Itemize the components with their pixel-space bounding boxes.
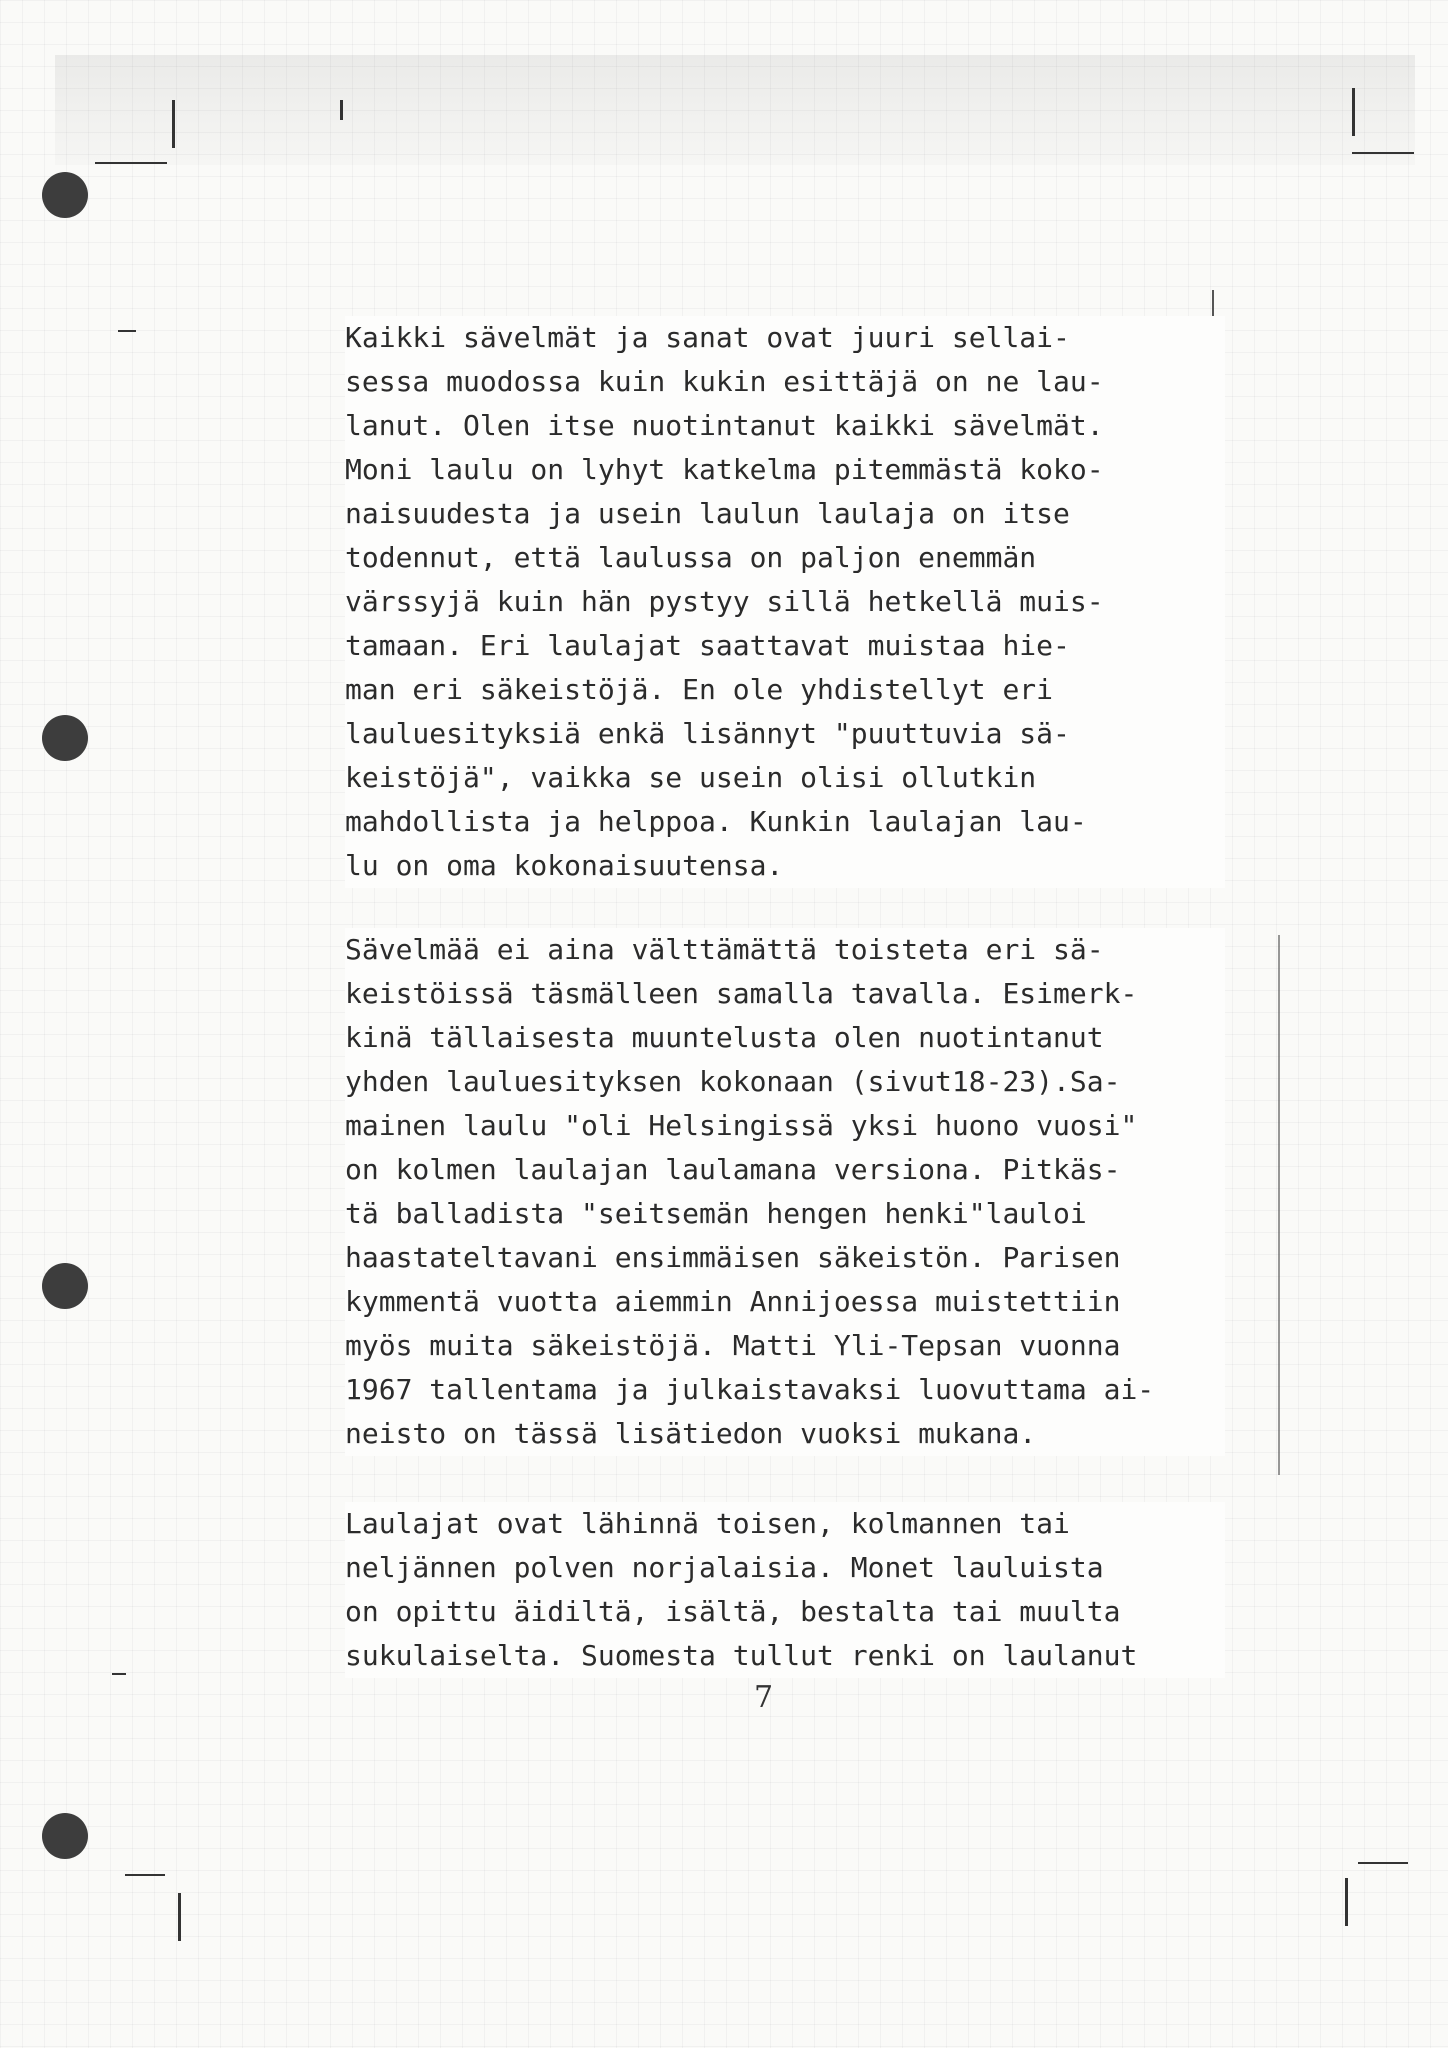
crop-mark: [178, 1893, 181, 1941]
line: naisuudesta ja usein laulun laulaja on itse: [345, 497, 1070, 530]
line: haastateltavani ensimmäisen säkeistön. Parisen: [345, 1241, 1121, 1274]
line: todennut, että laulussa on paljon enemmän: [345, 541, 1037, 574]
line: myös muita säkeistöjä. Matti Yli-Tepsan vuonna: [345, 1329, 1121, 1362]
line: keistöissä täsmälleen samalla tavalla. Esimerk-: [345, 977, 1138, 1010]
line: kinä tällaisesta muuntelusta olen nuotintanut: [345, 1021, 1104, 1054]
line: lanut. Olen itse nuotintanut kaikki sävelmät.: [345, 409, 1104, 442]
pasteup-edge: [1278, 935, 1280, 1475]
stray-mark: [112, 1673, 126, 1675]
line: lu on oma kokonaisuutensa.: [345, 849, 784, 882]
line: on opittu äidiltä, isältä, bestalta tai muulta: [345, 1595, 1121, 1628]
paragraph-1: [345, 316, 1225, 888]
line: 1967 tallentama ja julkaistavaksi luovuttama ai-: [345, 1373, 1155, 1406]
crop-mark: [125, 1874, 165, 1876]
crop-mark: [172, 100, 175, 148]
crop-mark: [1352, 152, 1414, 154]
line: neisto on tässä lisätiedon vuoksi mukana.: [345, 1417, 1037, 1450]
line: keistöjä", vaikka se usein olisi ollutkin: [345, 761, 1037, 794]
paragraph-2: [345, 928, 1225, 1456]
punch-hole: [42, 715, 88, 761]
stray-mark: [118, 330, 136, 332]
line: man eri säkeistöjä. En ole yhdistellyt eri: [345, 673, 1054, 706]
line: mainen laulu "oli Helsingissä yksi huono vuosi": [345, 1109, 1138, 1142]
line: Moni laulu on lyhyt katkelma pitemmästä koko-: [345, 453, 1104, 486]
crop-mark: [1345, 1878, 1348, 1926]
scan-shadow-band: [55, 55, 1415, 165]
line: Sävelmää ei aina välttämättä toisteta eri sä-: [345, 933, 1104, 966]
punch-hole: [42, 1263, 88, 1309]
line: yhden lauluesityksen kokonaan (sivut18-23).Sa-: [345, 1065, 1121, 1098]
crop-mark: [1358, 1862, 1408, 1864]
crop-mark: [1352, 88, 1355, 136]
line: Kaikki sävelmät ja sanat ovat juuri sellai-: [345, 321, 1070, 354]
line: neljännen polven norjalaisia. Monet lauluista: [345, 1551, 1104, 1584]
line: Laulajat ovat lähinnä toisen, kolmannen tai: [345, 1507, 1070, 1540]
line: lauluesityksiä enkä lisännyt "puuttuvia sä-: [345, 717, 1070, 750]
line: kymmentä vuotta aiemmin Annijoessa muistettiin: [345, 1285, 1121, 1318]
punch-hole: [42, 172, 88, 218]
crop-mark: [340, 100, 343, 120]
line: sessa muodossa kuin kukin esittäjä on ne lau-: [345, 365, 1104, 398]
line: tä balladista "seitsemän hengen henki"lauloi: [345, 1197, 1087, 1230]
line: sukulaiselta. Suomesta tullut renki on laulanut: [345, 1639, 1138, 1672]
paragraph-3: [345, 1502, 1225, 1678]
line: värssyjä kuin hän pystyy sillä hetkellä muis-: [345, 585, 1104, 618]
crop-mark: [95, 162, 167, 164]
punch-hole: [42, 1813, 88, 1859]
page-number: 7: [754, 1680, 774, 1715]
line: mahdollista ja helppoa. Kunkin laulajan lau-: [345, 805, 1087, 838]
line: on kolmen laulajan laulamana versiona. Pitkäs-: [345, 1153, 1121, 1186]
line: tamaan. Eri laulajat saattavat muistaa hie-: [345, 629, 1070, 662]
